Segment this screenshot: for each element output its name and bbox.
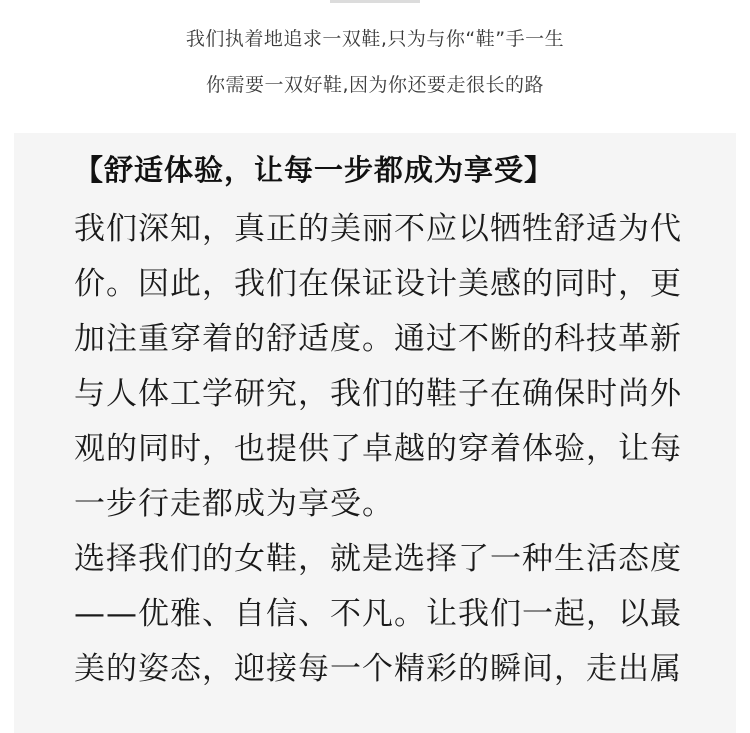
paragraph-lifestyle — [74, 532, 682, 697]
paragraph-line: ——优雅、自信、不凡。让我们一起，以最 — [74, 596, 682, 632]
paragraph-line: 选择我们的女鞋，就是选择了一种生活态度 — [74, 541, 682, 577]
tagline-secondary: 你需要一双好鞋,因为你还要走很长的路 — [205, 74, 545, 96]
paragraph-line: 价。因此，我们在保证设计美感的同时，更 — [74, 266, 682, 302]
paragraph-line: 加注重穿着的舒适度。通过不断的科技革新 — [74, 321, 682, 357]
paragraph-line: 观的同时，也提供了卓越的穿着体验，让每 — [74, 431, 682, 467]
paragraph-line: 美的姿态，迎接每一个精彩的瞬间，走出属 — [74, 651, 682, 687]
paragraph-comfort — [74, 202, 682, 532]
paragraph-line: 一步行走都成为享受。 — [74, 486, 394, 522]
paragraph-line: 我们深知，真正的美丽不应以牺牲舒适为代 — [74, 211, 682, 247]
tagline-primary: 我们执着地追求一双鞋,只为与你“鞋”手一生 — [185, 28, 565, 50]
paragraph-line: 与人体工学研究，我们的鞋子在确保时尚外 — [74, 376, 682, 412]
top-divider — [330, 0, 420, 3]
section-title: 【舒适体验，让每一步都成为享受】 — [74, 153, 555, 187]
top-banner — [0, 0, 750, 130]
